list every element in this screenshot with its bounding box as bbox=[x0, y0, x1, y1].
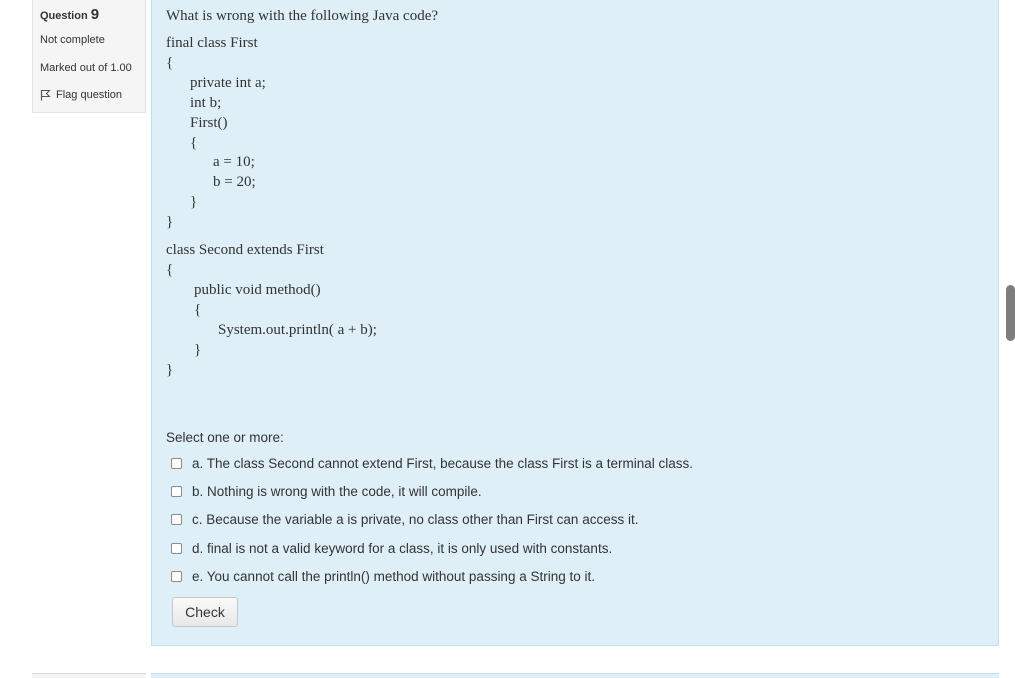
flag-icon bbox=[40, 89, 51, 101]
code-line: } bbox=[194, 342, 202, 358]
answer-label: e. You cannot call the println() method without passing a String to it. bbox=[192, 569, 595, 584]
answer-option-e[interactable] bbox=[171, 569, 595, 584]
code-line: int b; bbox=[190, 95, 222, 111]
code-line: First() bbox=[190, 115, 228, 131]
code-line: { bbox=[166, 55, 174, 71]
answer-label: d. final is not a valid keyword for a class, it is only used with constants. bbox=[192, 541, 613, 556]
flag-question-link[interactable] bbox=[40, 89, 122, 101]
flag-question-label: Flag question bbox=[56, 89, 123, 101]
code-line: class Second extends First bbox=[166, 242, 324, 258]
code-line: { bbox=[166, 262, 174, 278]
answer-label: c. Because the variable a is private, no class other than First can access it. bbox=[192, 512, 639, 527]
code-line: { bbox=[194, 302, 202, 318]
question-label: Question bbox=[40, 10, 88, 22]
question-state: Not complete bbox=[40, 34, 105, 46]
question-title: What is wrong with the following Java code? bbox=[166, 8, 439, 24]
answer-checkbox[interactable] bbox=[171, 486, 182, 497]
answer-option-a[interactable] bbox=[171, 456, 693, 471]
code-line: b = 20; bbox=[213, 174, 256, 190]
next-question-content bbox=[151, 673, 999, 678]
answer-checkbox[interactable] bbox=[171, 571, 182, 582]
answer-checkbox[interactable] bbox=[171, 543, 182, 554]
select-prompt: Select one or more: bbox=[166, 430, 284, 445]
answer-option-c[interactable] bbox=[171, 512, 638, 527]
answer-option-d[interactable] bbox=[171, 541, 612, 556]
check-button[interactable]: Check bbox=[172, 597, 238, 627]
code-line: final class First bbox=[166, 35, 258, 51]
question-number: 9 bbox=[90, 6, 100, 23]
code-line: private int a; bbox=[190, 75, 266, 91]
question-content bbox=[151, 0, 999, 646]
code-line: } bbox=[166, 214, 174, 230]
code-line: public void method() bbox=[194, 282, 321, 298]
question-number-label bbox=[40, 6, 99, 23]
code-line: a = 10; bbox=[213, 154, 255, 170]
question-info bbox=[32, 0, 146, 113]
question-grade: Marked out of 1.00 bbox=[40, 62, 132, 74]
scrollbar-thumb[interactable] bbox=[1006, 285, 1015, 341]
answer-label: b. Nothing is wrong with the code, it will compile. bbox=[192, 484, 482, 499]
next-question-info bbox=[32, 673, 146, 678]
answer-option-b[interactable] bbox=[171, 484, 482, 499]
code-line: { bbox=[190, 135, 198, 151]
answer-checkbox[interactable] bbox=[171, 514, 182, 525]
code-line: } bbox=[190, 194, 198, 210]
answer-label: a. The class Second cannot extend First, because the class First is a terminal class. bbox=[192, 456, 693, 471]
answer-checkbox[interactable] bbox=[171, 458, 182, 469]
code-line: System.out.println( a + b); bbox=[218, 322, 377, 338]
code-line: } bbox=[166, 362, 174, 378]
